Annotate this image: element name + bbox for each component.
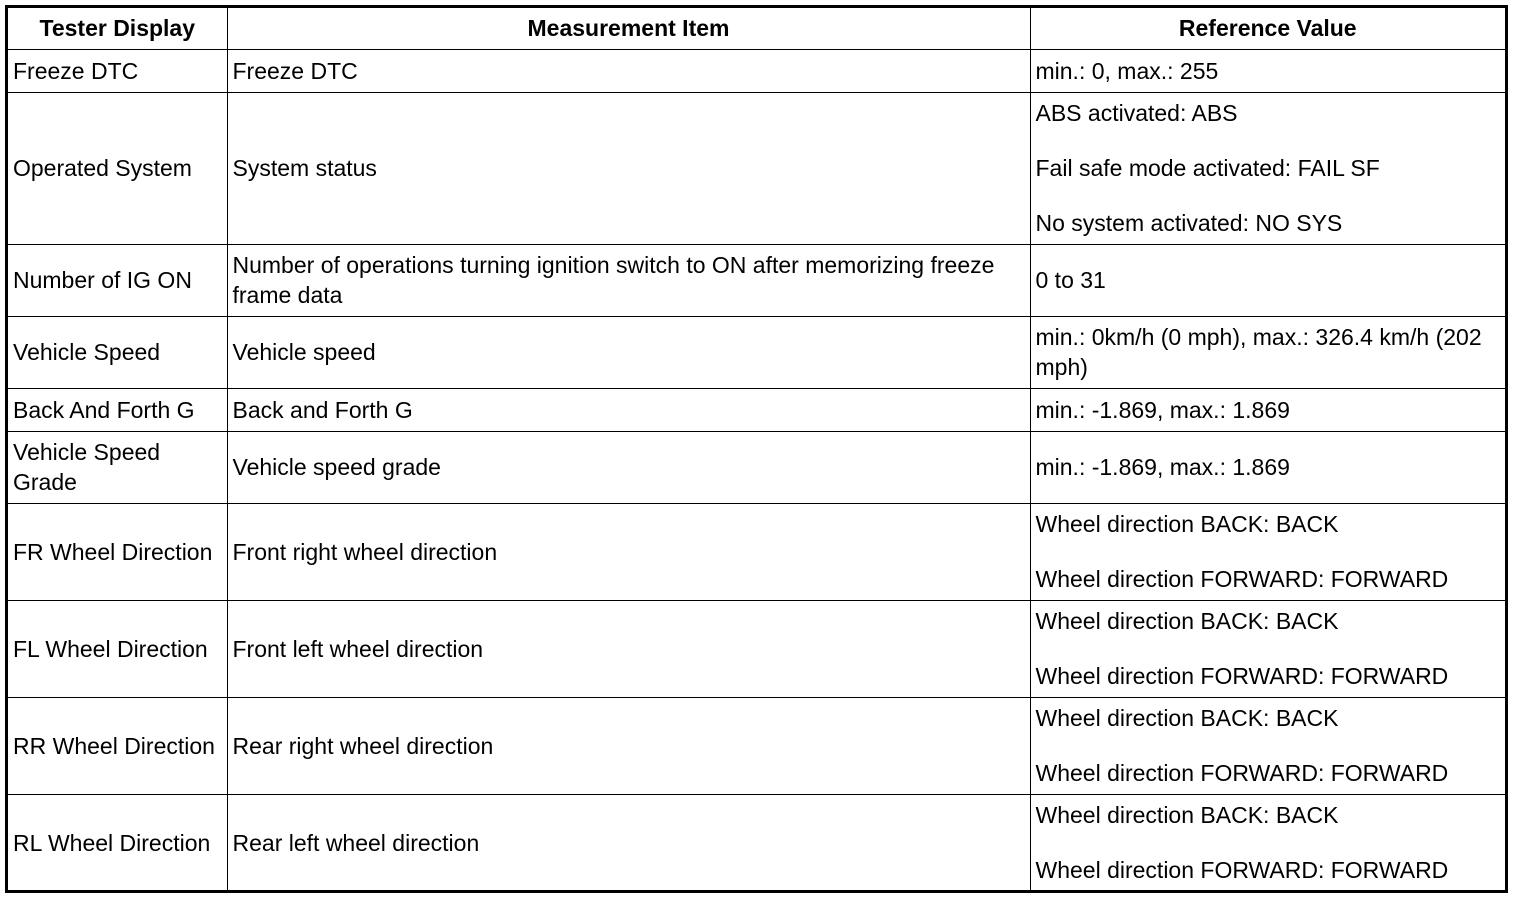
cell-measurement-item: Front left wheel direction bbox=[227, 600, 1030, 697]
reference-line: min.: 0km/h (0 mph), max.: 326.4 km/h (202 mph) bbox=[1035, 324, 1482, 380]
table-row bbox=[8, 49, 1505, 92]
cell-reference-value bbox=[1030, 92, 1505, 244]
cell-tester-display: RR Wheel Direction bbox=[8, 697, 227, 794]
cell-tester-display: Number of IG ON bbox=[8, 244, 227, 316]
cell-tester-display: Back And Forth G bbox=[8, 388, 227, 431]
cell-measurement-item: Back and Forth G bbox=[227, 388, 1030, 431]
reference-line: min.: 0, max.: 255 bbox=[1035, 57, 1219, 84]
table-row bbox=[8, 503, 1505, 600]
table-row bbox=[8, 794, 1505, 891]
reference-line: ABS activated: ABS bbox=[1035, 100, 1238, 126]
cell-tester-display: Vehicle Speed bbox=[8, 316, 227, 388]
table-row bbox=[8, 431, 1505, 503]
cell-measurement-item: Number of operations turning ignition switch to ON after memorizing freeze frame data bbox=[227, 244, 1030, 316]
reference-line: Wheel direction BACK: BACK bbox=[1035, 608, 1339, 634]
data-list-table bbox=[8, 8, 1505, 891]
header-tester-display: Tester Display bbox=[8, 8, 227, 49]
cell-tester-display: Vehicle Speed Grade bbox=[8, 431, 227, 503]
table-row bbox=[8, 244, 1505, 316]
table-row bbox=[8, 316, 1505, 388]
reference-line: Wheel direction BACK: BACK bbox=[1035, 802, 1339, 829]
reference-line: Wheel direction BACK: BACK bbox=[1035, 705, 1339, 731]
cell-reference-value bbox=[1030, 244, 1505, 316]
cell-reference-value bbox=[1030, 49, 1505, 92]
cell-reference-value bbox=[1030, 388, 1505, 431]
reference-line: 0 to 31 bbox=[1035, 267, 1106, 293]
cell-reference-value bbox=[1030, 794, 1505, 891]
header-measurement-item: Measurement Item bbox=[227, 8, 1030, 49]
table-row bbox=[8, 92, 1505, 244]
cell-reference-value bbox=[1030, 316, 1505, 388]
data-list-table-frame bbox=[5, 5, 1508, 893]
reference-line: Wheel direction FORWARD: FORWARD bbox=[1035, 857, 1449, 884]
cell-measurement-item: System status bbox=[227, 92, 1030, 244]
reference-line: No system activated: NO SYS bbox=[1035, 210, 1343, 236]
table-row bbox=[8, 388, 1505, 431]
table-row bbox=[8, 697, 1505, 794]
cell-measurement-item: Freeze DTC bbox=[227, 49, 1030, 92]
reference-line: Wheel direction FORWARD: FORWARD bbox=[1035, 566, 1449, 592]
cell-tester-display: Freeze DTC bbox=[8, 49, 227, 92]
cell-reference-value bbox=[1030, 503, 1505, 600]
cell-measurement-item: Vehicle speed grade bbox=[227, 431, 1030, 503]
cell-reference-value bbox=[1030, 600, 1505, 697]
reference-line: Wheel direction BACK: BACK bbox=[1035, 511, 1339, 537]
reference-line: Fail safe mode activated: FAIL SF bbox=[1035, 155, 1380, 181]
reference-line: Wheel direction FORWARD: FORWARD bbox=[1035, 760, 1449, 786]
table-header-row bbox=[8, 8, 1505, 49]
reference-line: Wheel direction FORWARD: FORWARD bbox=[1035, 663, 1449, 689]
reference-line: min.: -1.869, max.: 1.869 bbox=[1035, 454, 1290, 480]
cell-tester-display: FL Wheel Direction bbox=[8, 600, 227, 697]
reference-line: min.: -1.869, max.: 1.869 bbox=[1035, 396, 1290, 423]
cell-measurement-item: Rear left wheel direction bbox=[227, 794, 1030, 891]
cell-measurement-item: Vehicle speed bbox=[227, 316, 1030, 388]
cell-tester-display: Operated System bbox=[8, 92, 227, 244]
cell-tester-display: FR Wheel Direction bbox=[8, 503, 227, 600]
cell-measurement-item: Front right wheel direction bbox=[227, 503, 1030, 600]
table-row bbox=[8, 600, 1505, 697]
header-reference-value: Reference Value bbox=[1030, 8, 1505, 49]
cell-reference-value bbox=[1030, 697, 1505, 794]
cell-measurement-item: Rear right wheel direction bbox=[227, 697, 1030, 794]
cell-tester-display: RL Wheel Direction bbox=[8, 794, 227, 891]
cell-reference-value bbox=[1030, 431, 1505, 503]
